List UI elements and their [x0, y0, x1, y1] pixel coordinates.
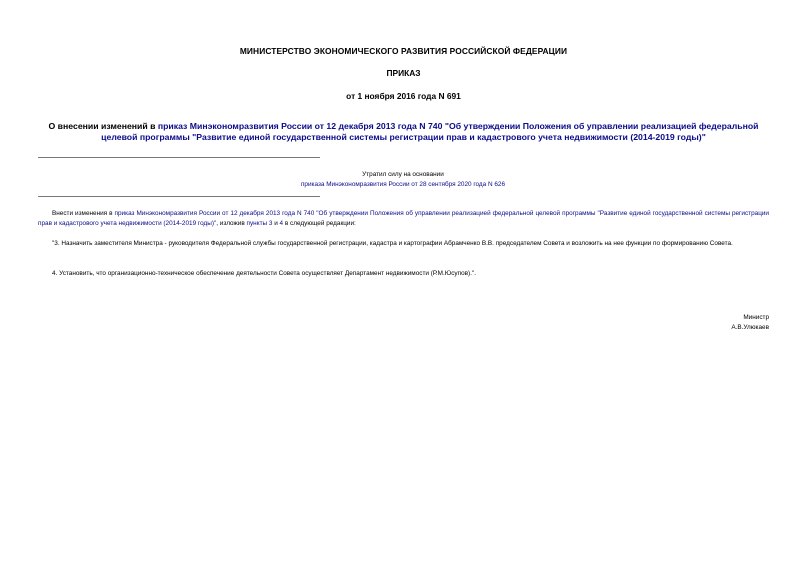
- body-paragraph-2: "3. Назначить заместителя Министра - руководителя Федеральной службы государственной регистрации, кадастра и картографии Абрамченко В.В. председателем Совета и возложить на нее функции по формированию Совета.: [52, 240, 733, 247]
- document-title: [30, 121, 777, 143]
- signature-position: Министр: [743, 314, 769, 321]
- p1-link-point-3[interactable]: пункты 3: [246, 220, 273, 227]
- divider-top: [38, 157, 320, 158]
- title-prefix: О внесении изменений в: [48, 121, 158, 131]
- title-link-order-740[interactable]: приказ Минэкономразвития России от 12 декабря 2013 года N 740 "Об утверждении Положения об управлении реализацией федеральной целевой программы "Развитие единой государственной системы регистрации прав и кадастрового учета недвижимости (2014-2019 годы)": [101, 121, 759, 142]
- p1-mid: , изложив: [216, 220, 247, 227]
- document-type: ПРИКАЗ: [386, 68, 421, 78]
- document-date: от 1 ноября 2016 года N 691: [346, 91, 461, 101]
- ministry-heading: МИНИСТЕРСТВО ЭКОНОМИЧЕСКОГО РАЗВИТИЯ РОССИЙСКОЙ ФЕДЕРАЦИИ: [239, 46, 568, 56]
- body-paragraph-1: [38, 209, 769, 229]
- p1-and: и: [272, 220, 280, 227]
- divider-bottom: [38, 196, 320, 197]
- signature-block: [731, 313, 769, 333]
- signature-name: А.В.Улюкаев: [731, 324, 769, 331]
- expired-notice-label: Утратил силу на основании: [362, 171, 444, 178]
- expired-notice-link[interactable]: приказа Минэкономразвития России от 28 сентября 2020 года N 626: [300, 181, 506, 188]
- p1-link-point-4[interactable]: 4: [279, 220, 284, 227]
- body-paragraph-3: 4. Установить, что организационно-техническое обеспечение деятельности Совета осуществляет Департамент недвижимости (Р.М.Юсупов).".: [52, 270, 476, 277]
- p1-link-order-740[interactable]: приказ Минэкономразвития России от 12 декабря 2013 года N 740 "Об утверждении Положения об управлении реализацией федеральной целевой программы "Развитие единой государственной системы регистрации прав и кадастрового учета недвижимости (2014-2019 годы)": [38, 210, 769, 227]
- expired-notice: [220, 170, 586, 190]
- p1-prefix: Внести изменения в: [52, 210, 115, 217]
- p1-suffix: в следующей редакции:: [283, 220, 356, 227]
